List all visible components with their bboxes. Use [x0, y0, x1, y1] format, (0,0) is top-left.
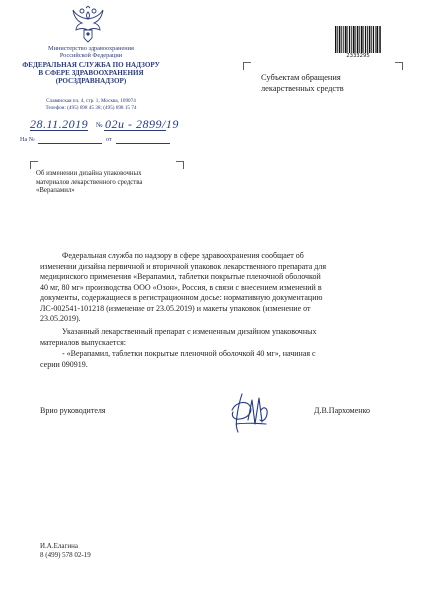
recipient-line2: лекарственных средств	[261, 84, 344, 93]
agency-name-line1: ФЕДЕРАЛЬНАЯ СЛУЖБА ПО НАДЗОРУ	[22, 61, 160, 69]
signer-name: Д.В.Пархоменко	[314, 406, 371, 415]
signer-position: Врио руководителя	[40, 406, 106, 415]
body-paragraph1-line7: 23.05.2019).	[40, 314, 81, 323]
subject-line2: материалов лекарственного средства	[36, 178, 143, 186]
reference-number-label: На №	[20, 136, 35, 143]
reference-number-line	[38, 143, 102, 144]
ministry-name-line1: Министерство здравоохранения	[48, 45, 134, 52]
recipient-bracket-top-left-icon	[243, 62, 251, 70]
reference-date-label: от	[106, 136, 112, 143]
body-paragraph1-line3: медицинского применения «Верапамил, таблетки покрытые пленочной оболочкой	[40, 272, 321, 281]
body-paragraph1-line6: ЛС-002541-101218 (изменение от 23.05.2019) и макеты упаковок (изменение от	[40, 303, 311, 313]
subject-line3: «Верапамил»	[36, 187, 75, 194]
registration-number: 02и - 2899/19	[105, 117, 179, 131]
executor-name: И.А.Елагина	[40, 542, 78, 550]
number-sign: №	[96, 121, 103, 129]
subject-line1: Об изменении дизайна упаковочных	[36, 170, 142, 177]
barcode-icon	[335, 26, 381, 53]
agency-name-line3: (РОСЗДРАВНАДЗОР)	[55, 77, 127, 85]
body-paragraph1-line2: изменении дизайна первичной и вторичной упаковок лекарственного препарата для	[40, 261, 327, 271]
body-paragraph2-line3: - «Верапамил, таблетки покрытые пленочной оболочкой 40 мг», начиная с	[62, 349, 316, 358]
barcode-number: 2333295	[346, 53, 370, 59]
body-paragraph1-line4: 40 мг, 80 мг» производства ООО «Озон», Россия, в связи с внесением изменений в	[40, 282, 322, 292]
number-underline	[104, 130, 166, 131]
body-paragraph1-line1: Федеральная служба по надзору в сфере здравоохранения сообщает об	[62, 251, 304, 260]
registration-date: 28.11.2019	[30, 117, 89, 131]
agency-phones: Телефон: (495) 698 45 38; (495) 698 15 74	[45, 105, 137, 111]
subject-bracket-top-left-icon	[30, 161, 38, 169]
subject-bracket-top-right-icon	[176, 161, 184, 169]
body-paragraph2-line2: материалов выпускается:	[40, 337, 126, 347]
date-underline	[30, 130, 88, 131]
agency-address: Славянская пл. 4, стр. 1, Москва, 109074	[46, 98, 136, 104]
executor-phone: 8 (499) 578 02-19	[40, 551, 91, 559]
body-paragraph2-line4: серии 090919.	[40, 359, 88, 369]
reference-date-line	[116, 143, 170, 144]
state-emblem-icon	[70, 6, 106, 44]
handwritten-signature-icon	[226, 390, 274, 434]
ministry-name-line2: Российской Федерации	[59, 52, 123, 59]
recipient-line1: Субъектам обращения	[261, 73, 341, 82]
agency-name-line2: В СФЕРЕ ЗДРАВООХРАНЕНИЯ	[38, 69, 144, 77]
recipient-bracket-top-right-icon	[395, 62, 403, 70]
body-paragraph1-line5: документы, содержащиеся в регистрационном досье: нормативную документацию	[40, 293, 323, 302]
body-paragraph2-line1: Указанный лекарственный препарат с измененным дизайном упаковочных	[62, 327, 317, 336]
